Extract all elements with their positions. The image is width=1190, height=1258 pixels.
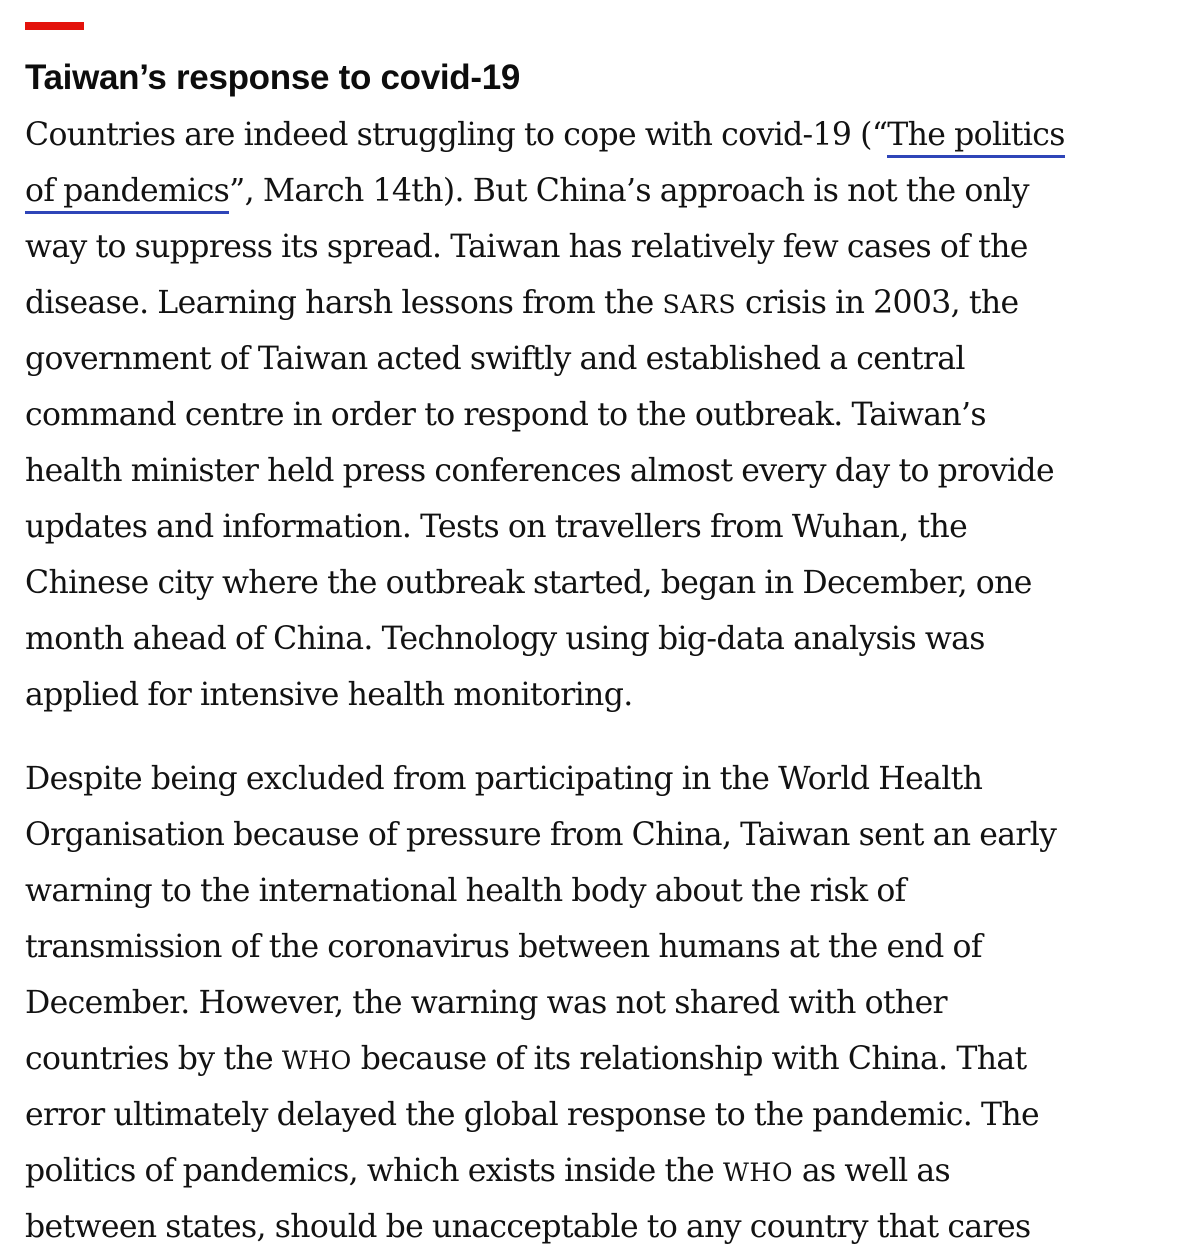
article-link-part1[interactable]: The politics [887, 117, 1064, 158]
text-line: warning to the international health body about the risk of [25, 873, 906, 909]
text-line: health minister held press conferences almost every day to provide [25, 453, 1054, 489]
text-line: December. However, the warning was not shared with other [25, 985, 947, 1021]
text-line: Countries are indeed struggling to cope with covid-19 (“The politics [25, 107, 1185, 163]
text-line: applied for intensive health monitoring. [25, 677, 633, 713]
text-line: Despite being excluded from participating in the World Health [25, 761, 983, 797]
text-line: countries by the WHO because of its relationship with China. That [25, 1041, 1027, 1077]
abbreviation-who: WHO [281, 1046, 352, 1075]
paragraph-1 [25, 107, 1185, 723]
text-line: updates and information. Tests on travellers from Wuhan, the [25, 509, 968, 545]
paragraph-2 [25, 751, 1185, 1255]
text-line: way to suppress its spread. Taiwan has relatively few cases of the [25, 229, 1028, 265]
accent-bar [25, 22, 84, 30]
text-line: error ultimately delayed the global response to the pandemic. The [25, 1097, 1040, 1133]
letter-body [25, 107, 1185, 1255]
text-line: transmission of the coronavirus between humans at the end of [25, 929, 982, 965]
text-line: month ahead of China. Technology using big-data analysis was [25, 621, 985, 657]
text-line: Chinese city where the outbreak started, began in December, one [25, 565, 1032, 601]
text-line: disease. Learning harsh lessons from the SARS crisis in 2003, the [25, 285, 1019, 321]
text-line: between states, should be unacceptable to any country that cares [25, 1209, 1031, 1245]
abbreviation-sars: SARS [662, 290, 737, 319]
letter-headline: Taiwan’s response to covid-19 [25, 58, 521, 97]
text-line: politics of pandemics, which exists inside the WHO as well as [25, 1153, 951, 1189]
article-link-part2[interactable]: of pandemics [25, 173, 229, 214]
text-line: command centre in order to respond to the outbreak. Taiwan’s [25, 397, 986, 433]
abbreviation-who: WHO [723, 1158, 794, 1187]
text-line: of pandemics”, March 14th). But China’s approach is not the only [25, 163, 1185, 219]
text-line: government of Taiwan acted swiftly and established a central [25, 341, 965, 377]
text-line: Organisation because of pressure from China, Taiwan sent an early [25, 817, 1057, 853]
